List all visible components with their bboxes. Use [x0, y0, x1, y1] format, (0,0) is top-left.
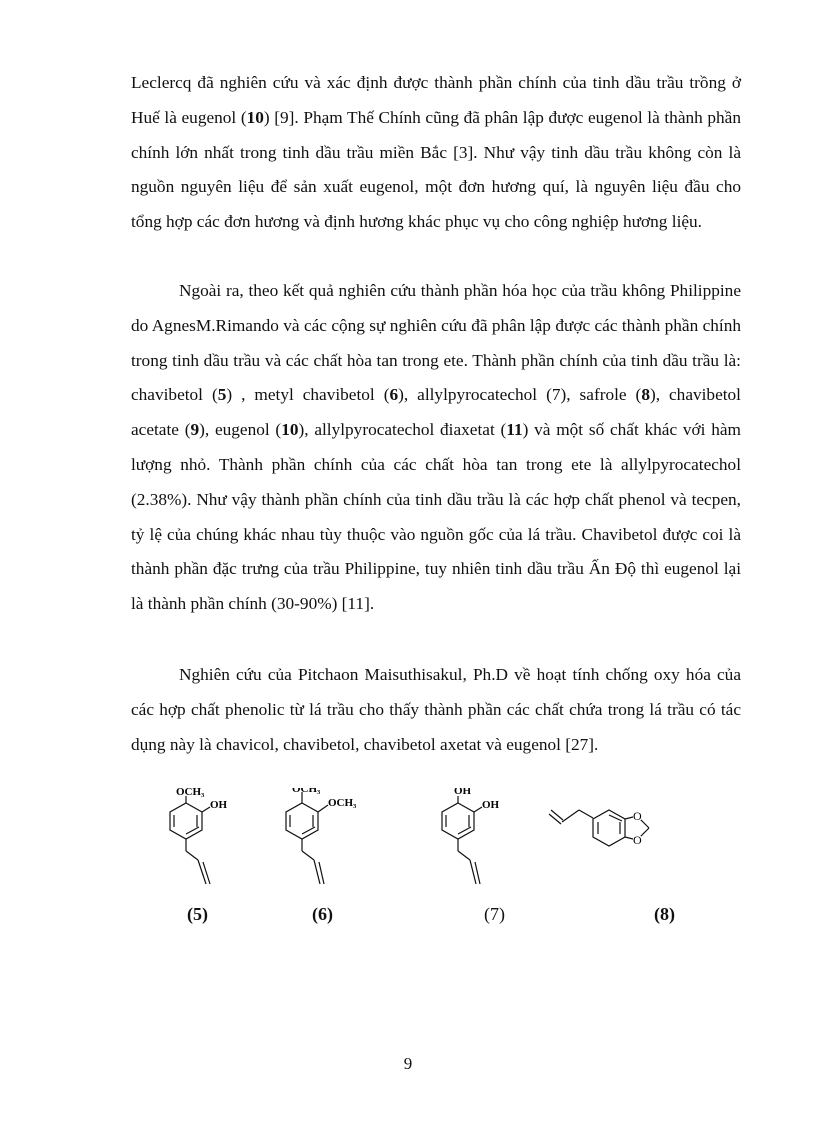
substituent-label: OH	[454, 788, 472, 797]
structure-5	[150, 788, 250, 903]
text-run: ), eugenol (	[199, 420, 282, 440]
structure-6	[268, 788, 378, 903]
text-run: ) , metyl chavibetol (	[226, 385, 390, 405]
structure-8	[545, 788, 675, 903]
compound-ref: 10	[281, 420, 299, 440]
text-run: Ngoài ra, theo kết quả nghiên cứu thành phần hóa học của trầu không Philippine do AgnesM.Rimando và các cộng sự nghiên cứu đã phân lập được các thành phần chính trong tinh dầu trầu và các chất hòa tan trong ete. Thành phần chính của tinh dầu trầu là: chavibetol (	[131, 281, 741, 405]
text-run: Nghiên cứu của Pitchaon Maisuthisakul, Ph.D về hoạt tính chống oxy hóa của các hợp chất phenolic từ lá trầu cho thấy thành phần các chất chứa trong lá trầu có tác dụng này là chavicol, chavibetol, chavibetol axetat và eugenol [27].	[131, 665, 741, 754]
substituent-label: OCH₃	[292, 788, 321, 795]
paragraph-2	[131, 274, 741, 622]
oxygen-label: O	[633, 833, 642, 847]
text-run: Leclercq đã nghiên cứu và xác định được thành phần chính của tinh dầu trầu trồng ở Huế là eugenol (	[131, 73, 741, 127]
substituent-label: OCH₃	[328, 797, 357, 809]
compound-ref: 10	[246, 107, 264, 127]
text-run: ) [9]. Phạm Thế Chính cũng đã phân lập được eugenol là thành phần chính lớn nhất trong tinh dầu trầu miền Bắc [3]. Như vậy tinh dầu trầu không còn là nguồn nguyên liệu để sản xuất eugenol, một đơn hương quí, là nguyên liệu đầu cho tổng hợp các đơn hương và định hương khác phục vụ cho công nghiệp hương liệu.	[131, 107, 741, 232]
text-run: ), allylpyrocatechol điaxetat (	[298, 420, 507, 440]
text-run: ) và một số chất khác với hàm lượng nhỏ. Thành phần chính của các chất hòa tan trong ete là allylpyrocatechol (2.38%). Như vậy thành phần chính của tinh dầu trầu là các hợp chất phenol và tecpen, tỷ lệ của chúng khác nhau tùy thuộc vào nguồn gốc của lá trầu. Chavibetol được coi là thành phần đặc trưng của trầu Philippine, tuy nhiên tinh dầu trầu Ấn Độ thì eugenol lại là thành phần chính (30-90%) [11].	[131, 420, 742, 614]
text-run: ), chavibetol acetate (	[131, 385, 741, 440]
structure-label-7: (7)	[484, 904, 505, 924]
structure-7	[422, 788, 522, 903]
page-number: 9	[403, 1054, 413, 1073]
paragraph-3	[131, 658, 741, 762]
compound-ref: 9	[190, 420, 200, 440]
oxygen-label: O	[633, 809, 642, 823]
compound-ref: 6	[389, 385, 399, 405]
substituent-label: OCH₃	[176, 788, 205, 798]
compound-ref: 5	[217, 385, 227, 405]
structure-label-5: (5)	[187, 904, 208, 924]
compound-ref: 11	[506, 420, 523, 440]
structure-label-6: (6)	[312, 904, 333, 924]
substituent-label: OH	[482, 799, 500, 811]
structure-label-8: (8)	[654, 904, 675, 924]
compound-ref: 8	[641, 385, 650, 405]
substituent-label: OH	[210, 799, 228, 811]
text-run: ), allylpyrocatechol (7), safrole (	[398, 385, 642, 405]
paragraph-1	[131, 66, 741, 240]
